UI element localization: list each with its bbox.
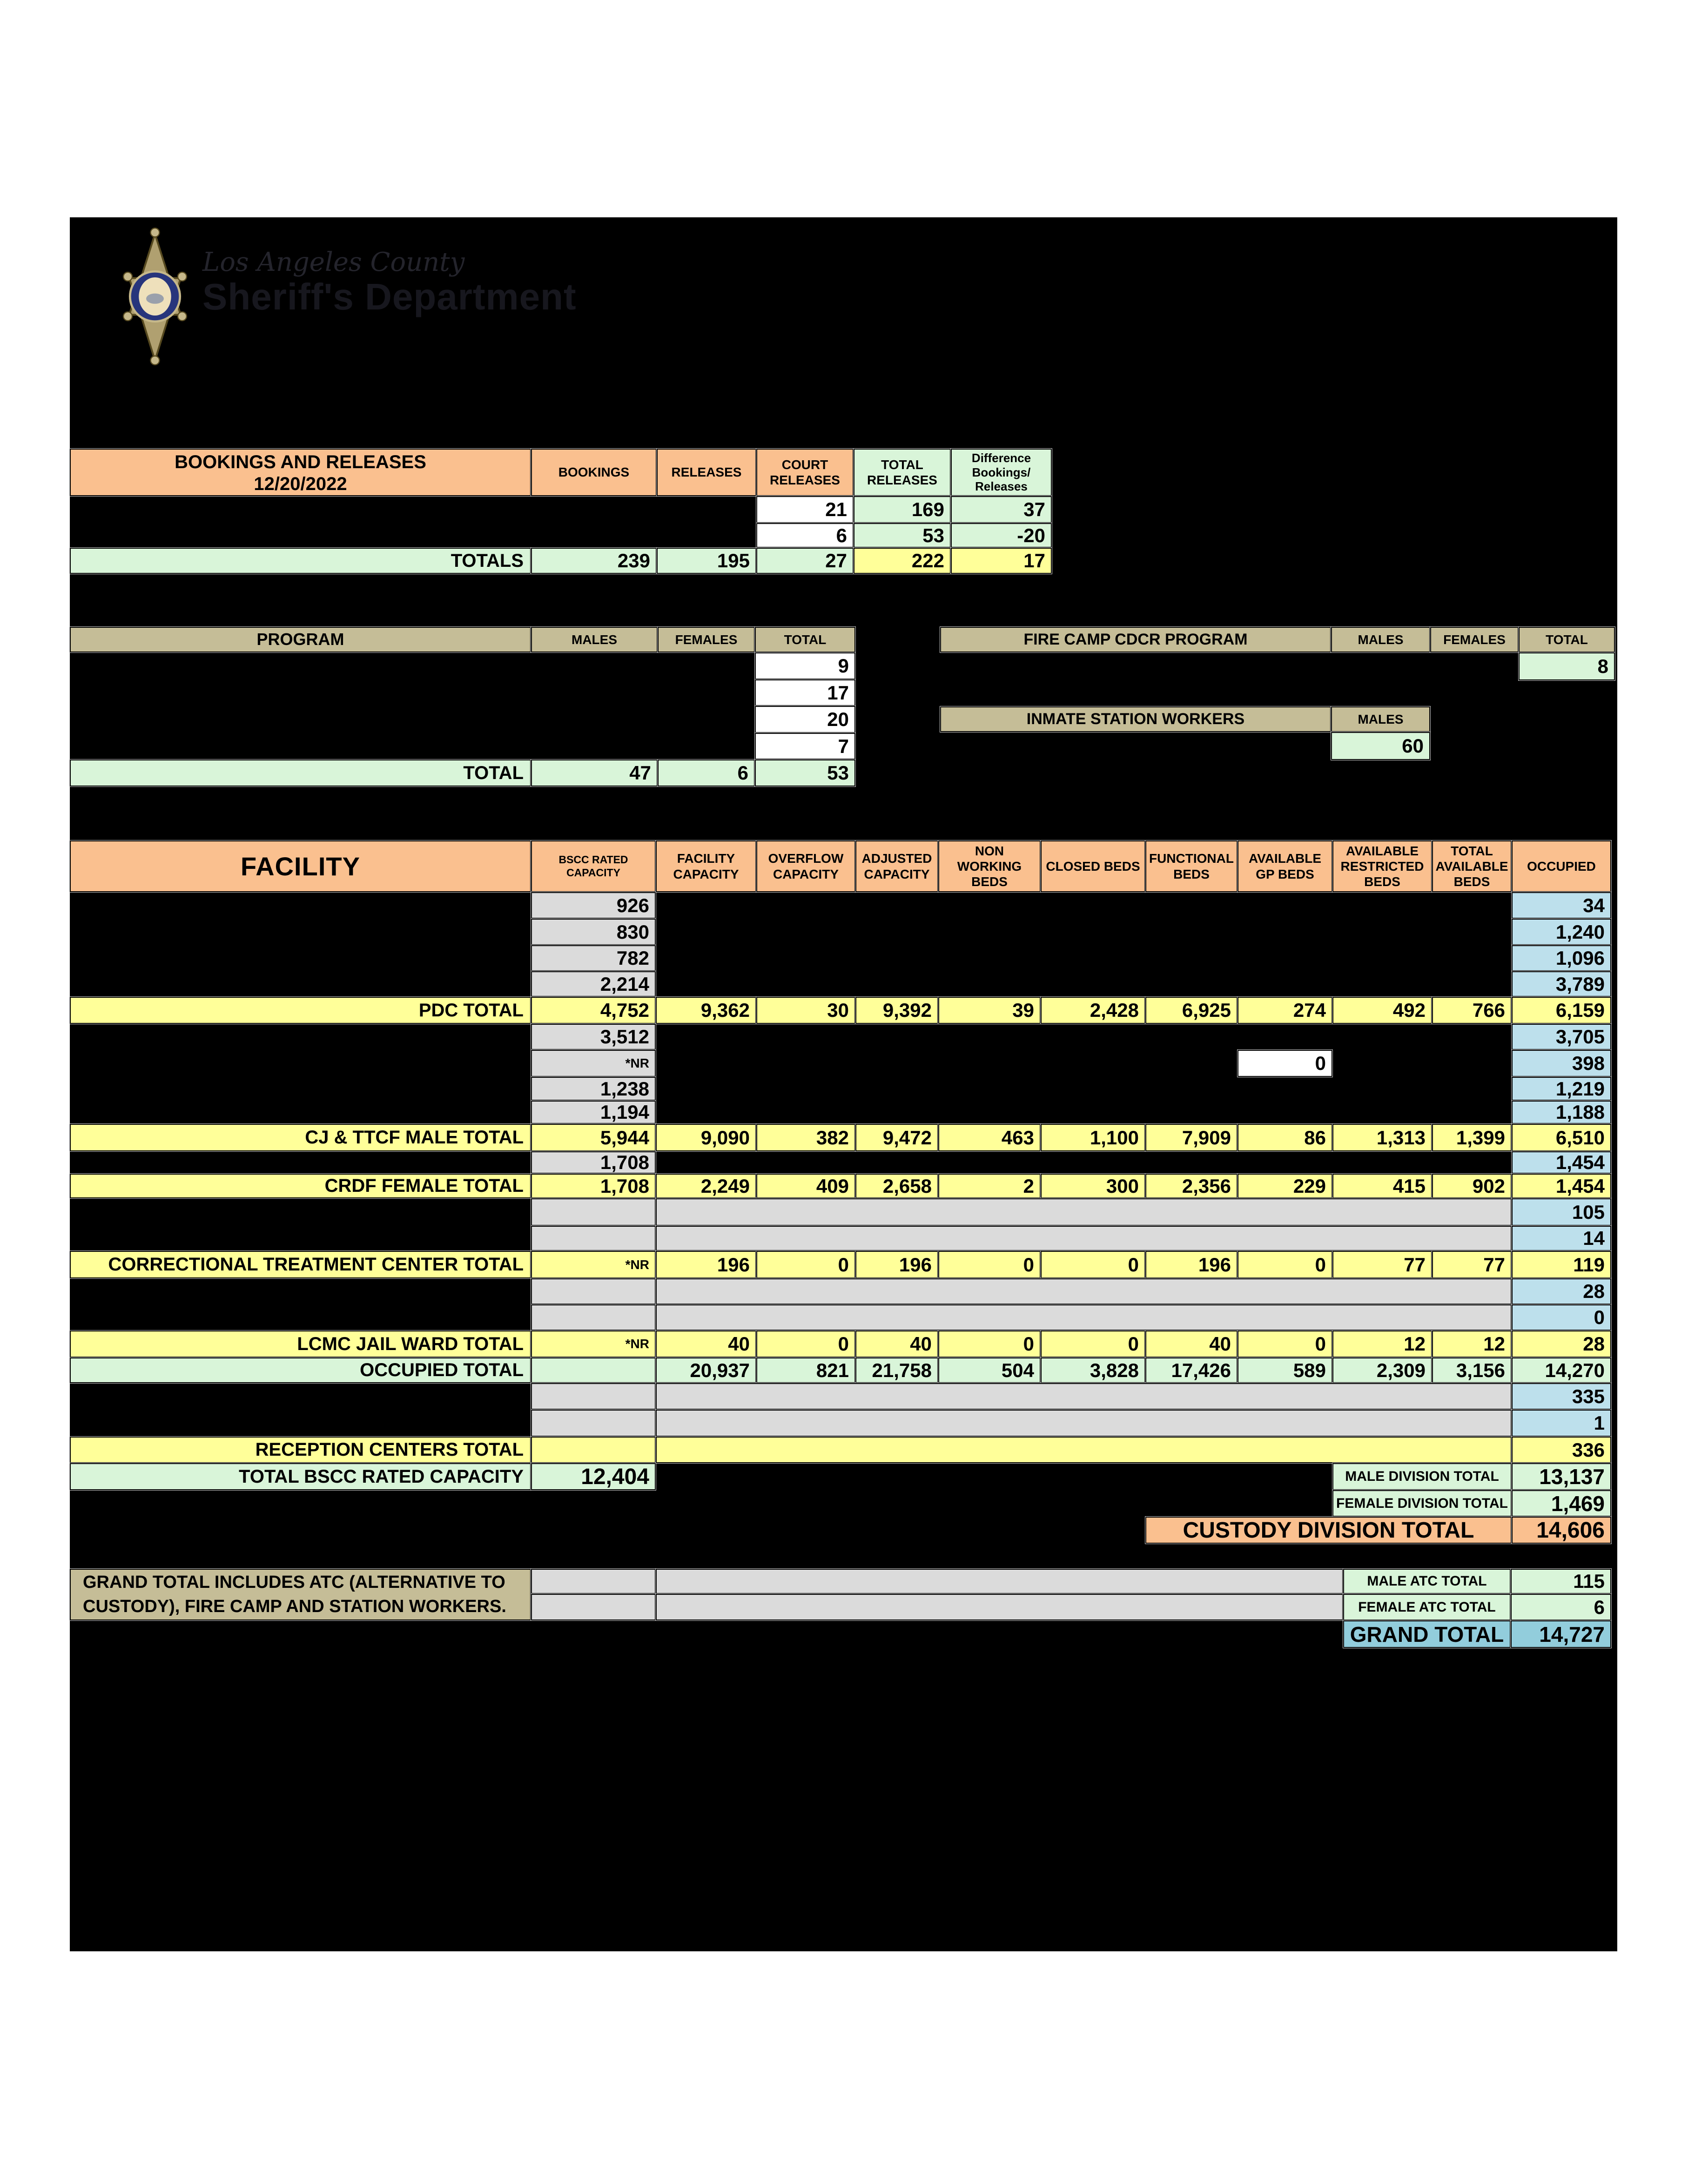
value-cell: 229: [1237, 1174, 1332, 1198]
value-cell: 9,362: [656, 997, 756, 1024]
header-cell: MALES: [1331, 627, 1430, 652]
value-cell: 12: [1332, 1331, 1432, 1357]
empty-cell: [531, 1410, 656, 1437]
header-cell: CLOSED BEDS: [1041, 840, 1145, 892]
available-gp-cell: 0: [1237, 1050, 1332, 1077]
value-cell: 766: [1432, 997, 1512, 1024]
grand-total-label: GRAND TOTAL: [1343, 1620, 1511, 1648]
merged-empty-cell: [656, 1304, 1512, 1331]
value-cell: 47: [531, 759, 658, 786]
value-cell: 6: [756, 523, 854, 548]
value-cell: 1,399: [1432, 1124, 1512, 1151]
value-cell: 0: [938, 1251, 1041, 1278]
sheriff-star-icon: [118, 227, 192, 366]
brand-text: [202, 249, 577, 317]
occupied-cell: 1,096: [1512, 945, 1611, 971]
value-cell: 8: [1519, 652, 1615, 680]
value-cell: 12: [1432, 1331, 1512, 1357]
empty-cell: [531, 1198, 656, 1226]
value-cell: 20: [755, 706, 855, 733]
merged-empty-cell: [656, 1198, 1512, 1226]
value-cell: 30: [756, 997, 855, 1024]
merged-empty-cell: [656, 1437, 1512, 1463]
header-cell: TOTAL: [755, 627, 855, 652]
header-cell: TOTAL RELEASES: [854, 449, 951, 496]
lcmc-total-label: LCMC JAIL WARD TOTAL: [70, 1331, 531, 1357]
empty-cell: [531, 1357, 656, 1383]
value-cell: 6,510: [1512, 1124, 1611, 1151]
value-cell: 20,937: [656, 1357, 756, 1383]
value-cell: 17: [755, 679, 855, 706]
value-cell: 119: [1512, 1251, 1611, 1278]
reception-centers-total-label: RECEPTION CENTERS TOTAL: [70, 1437, 531, 1463]
county-title: Los Angeles County: [202, 247, 465, 277]
value-cell: 196: [656, 1251, 756, 1278]
value-cell: 5,944: [531, 1124, 656, 1151]
value-cell: 1,100: [1041, 1124, 1145, 1151]
merged-empty-cell: [656, 1569, 1343, 1594]
value-cell: 9,090: [656, 1124, 756, 1151]
note-line-1: GRAND TOTAL INCLUDES ATC (ALTERNATIVE TO: [83, 1572, 505, 1593]
value-cell: 2: [938, 1174, 1041, 1198]
custody-division-total-label: CUSTODY DIVISION TOTAL: [1145, 1517, 1512, 1544]
totals-label: TOTALS: [70, 548, 531, 574]
occupied-cell: 335: [1512, 1383, 1611, 1410]
occupied-cell: 28: [1512, 1278, 1611, 1304]
male-atc-total-value: 115: [1511, 1569, 1611, 1594]
value-cell: 300: [1041, 1174, 1145, 1198]
header-cell: BOOKINGS: [531, 449, 657, 496]
value-cell: 0: [756, 1251, 855, 1278]
note-line-2: CUSTODY), FIRE CAMP AND STATION WORKERS.: [83, 1596, 506, 1616]
value-cell: 0: [1041, 1251, 1145, 1278]
merged-empty-cell: [656, 1410, 1512, 1437]
occupied-cell: 336: [1512, 1437, 1611, 1463]
value-cell: 169: [854, 496, 951, 523]
header-cell: FACILITY CAPACITY: [656, 840, 756, 892]
total-label: TOTAL: [70, 759, 531, 786]
value-cell: 9,472: [855, 1124, 938, 1151]
value-cell: 21,758: [855, 1357, 938, 1383]
facility-title: FACILITY: [70, 840, 531, 892]
bscc-cell: 926: [531, 892, 656, 919]
value-cell: 9: [755, 652, 855, 679]
empty-cell: [531, 1278, 656, 1304]
value-cell: 3,828: [1041, 1357, 1145, 1383]
header-cell: FEMALES: [658, 627, 755, 652]
bookings-title: BOOKINGS AND RELEASES: [175, 452, 426, 472]
value-cell: 239: [531, 548, 657, 574]
value-cell: 2,356: [1145, 1174, 1237, 1198]
value-cell: 492: [1332, 997, 1432, 1024]
grand-total-section: [70, 1569, 1611, 1648]
header-cell: OCCUPIED: [1512, 840, 1611, 892]
value-cell: 14,270: [1512, 1357, 1611, 1383]
value-cell: 17,426: [1145, 1357, 1237, 1383]
header-cell: FUNCTIONAL BEDS: [1145, 840, 1237, 892]
header-cell: ADJUSTED CAPACITY: [855, 840, 938, 892]
value-cell: 504: [938, 1357, 1041, 1383]
value-cell: 39: [938, 997, 1041, 1024]
value-cell: 37: [951, 496, 1052, 523]
facility-table: [70, 840, 1611, 1544]
empty-cell: [531, 1594, 656, 1620]
value-cell: 86: [1237, 1124, 1332, 1151]
value-cell: 0: [938, 1331, 1041, 1357]
bookings-title-cell: [70, 449, 531, 496]
value-cell: *NR: [531, 1331, 656, 1357]
value-cell: 382: [756, 1124, 855, 1151]
value-cell: 21: [756, 496, 854, 523]
value-cell: 6: [658, 759, 755, 786]
empty-cell: [531, 1383, 656, 1410]
male-division-total-value: 13,137: [1512, 1463, 1611, 1490]
occupied-cell: 1,219: [1512, 1077, 1611, 1101]
value-cell: 40: [656, 1331, 756, 1357]
value-cell: 274: [1237, 997, 1332, 1024]
value-cell: *NR: [531, 1251, 656, 1278]
value-cell: 1,313: [1332, 1124, 1432, 1151]
value-cell: -20: [951, 523, 1052, 548]
value-cell: 17: [951, 548, 1052, 574]
value-cell: 9,392: [855, 997, 938, 1024]
occupied-cell: 398: [1512, 1050, 1611, 1077]
value-cell: 60: [1331, 732, 1430, 760]
bscc-cell: 1,708: [531, 1151, 656, 1174]
header-cell: FEMALES: [1430, 627, 1519, 652]
pdc-total-label: PDC TOTAL: [70, 997, 531, 1024]
program-table: [70, 627, 855, 786]
bscc-cell: 782: [531, 945, 656, 971]
value-cell: 0: [1237, 1251, 1332, 1278]
report-date: 12/20/2022: [254, 474, 347, 495]
occupied-cell: 1: [1512, 1410, 1611, 1437]
header-cell: RELEASES: [657, 449, 756, 496]
value-cell: 0: [756, 1331, 855, 1357]
female-division-total-value: 1,469: [1512, 1490, 1611, 1517]
bookings-and-releases-table: [70, 449, 1052, 574]
occupied-cell: 34: [1512, 892, 1611, 919]
fire-camp-cdcr-table: [940, 627, 1615, 680]
occupied-cell: 105: [1512, 1198, 1611, 1226]
value-cell: 196: [1145, 1251, 1237, 1278]
value-cell: 77: [1332, 1251, 1432, 1278]
header-cell: BSCC RATED CAPACITY: [531, 840, 656, 892]
grand-total-note: [70, 1569, 531, 1620]
inmate-station-workers-table: [940, 706, 1430, 760]
value-cell: 409: [756, 1174, 855, 1198]
lasd-badge-icon: [118, 227, 192, 366]
merged-empty-cell: [656, 1278, 1512, 1304]
total-bscc-capacity-value: 12,404: [531, 1463, 656, 1490]
value-cell: 1,708: [531, 1174, 656, 1198]
empty-cell: [531, 1226, 656, 1251]
value-cell: 27: [756, 548, 854, 574]
occupied-total-label: OCCUPIED TOTAL: [70, 1357, 531, 1383]
program-title: PROGRAM: [70, 627, 531, 652]
value-cell: 222: [854, 548, 951, 574]
value-cell: 821: [756, 1357, 855, 1383]
header-cell: AVAILABLE RESTRICTED BEDS: [1332, 840, 1432, 892]
value-cell: 2,249: [656, 1174, 756, 1198]
value-cell: 53: [854, 523, 951, 548]
value-cell: 2,309: [1332, 1357, 1432, 1383]
fire-camp-title: FIRE CAMP CDCR PROGRAM: [940, 627, 1331, 652]
header-cell: NON WORKING BEDS: [938, 840, 1041, 892]
female-atc-total-label: FEMALE ATC TOTAL: [1343, 1594, 1511, 1620]
header-cell: COURT RELEASES: [756, 449, 854, 496]
occupied-cell: 1,240: [1512, 919, 1611, 945]
bscc-cell: 1,238: [531, 1077, 656, 1101]
value-cell: 28: [1512, 1331, 1611, 1357]
empty-cell: [531, 1304, 656, 1331]
station-workers-title: INMATE STATION WORKERS: [940, 706, 1331, 732]
empty-cell: [531, 1437, 656, 1463]
occupied-cell: 1,188: [1512, 1101, 1611, 1124]
occupied-cell: 0: [1512, 1304, 1611, 1331]
custody-division-total-value: 14,606: [1512, 1517, 1611, 1544]
female-atc-total-value: 6: [1511, 1594, 1611, 1620]
value-cell: 6,159: [1512, 997, 1611, 1024]
value-cell: 902: [1432, 1174, 1512, 1198]
merged-empty-cell: [656, 1594, 1343, 1620]
value-cell: 196: [855, 1251, 938, 1278]
value-cell: 7: [755, 733, 855, 759]
merged-empty-cell: [656, 1226, 1512, 1251]
header-cell: TOTAL AVAILABLE BEDS: [1432, 840, 1512, 892]
value-cell: 0: [1237, 1331, 1332, 1357]
occupied-cell: 1,454: [1512, 1151, 1611, 1174]
value-cell: 40: [855, 1331, 938, 1357]
bscc-cell: 2,214: [531, 971, 656, 997]
value-cell: 77: [1432, 1251, 1512, 1278]
header-cell: AVAILABLE GP BEDS: [1237, 840, 1332, 892]
value-cell: 4,752: [531, 997, 656, 1024]
value-cell: 7,909: [1145, 1124, 1237, 1151]
value-cell: 1,454: [1512, 1174, 1611, 1198]
value-cell: 195: [657, 548, 756, 574]
value-cell: 0: [1041, 1331, 1145, 1357]
bscc-cell: 1,194: [531, 1101, 656, 1124]
header-cell: Difference Bookings/ Releases: [951, 449, 1052, 496]
grand-total-value: 14,727: [1511, 1620, 1611, 1648]
crdf-total-label: CRDF FEMALE TOTAL: [70, 1174, 531, 1198]
value-cell: 415: [1332, 1174, 1432, 1198]
cj-ttcf-total-label: CJ & TTCF MALE TOTAL: [70, 1124, 531, 1151]
female-division-total-label: FEMALE DIVISION TOTAL: [1332, 1490, 1512, 1517]
value-cell: 2,658: [855, 1174, 938, 1198]
bscc-cell: 830: [531, 919, 656, 945]
bscc-cell: *NR: [531, 1050, 656, 1077]
value-cell: 2,428: [1041, 997, 1145, 1024]
value-cell: 463: [938, 1124, 1041, 1151]
value-cell: 53: [755, 759, 855, 786]
total-bscc-capacity-label: TOTAL BSCC RATED CAPACITY: [70, 1463, 531, 1490]
header-cell: MALES: [1331, 706, 1430, 732]
occupied-cell: 3,705: [1512, 1024, 1611, 1050]
occupied-cell: 3,789: [1512, 971, 1611, 997]
value-cell: 6,925: [1145, 997, 1237, 1024]
value-cell: 3,156: [1432, 1357, 1512, 1383]
merged-empty-cell: [656, 1383, 1512, 1410]
occupied-cell: 14: [1512, 1226, 1611, 1251]
header-cell: TOTAL: [1519, 627, 1615, 652]
header-cell: OVERFLOW CAPACITY: [756, 840, 855, 892]
header-cell: MALES: [531, 627, 658, 652]
ctc-total-label: CORRECTIONAL TREATMENT CENTER TOTAL: [70, 1251, 531, 1278]
department-title: Sheriff's Department: [202, 276, 577, 317]
bscc-cell: 3,512: [531, 1024, 656, 1050]
male-division-total-label: MALE DIVISION TOTAL: [1332, 1463, 1512, 1490]
value-cell: 40: [1145, 1331, 1237, 1357]
male-atc-total-label: MALE ATC TOTAL: [1343, 1569, 1511, 1594]
value-cell: 589: [1237, 1357, 1332, 1383]
empty-cell: [531, 1569, 656, 1594]
